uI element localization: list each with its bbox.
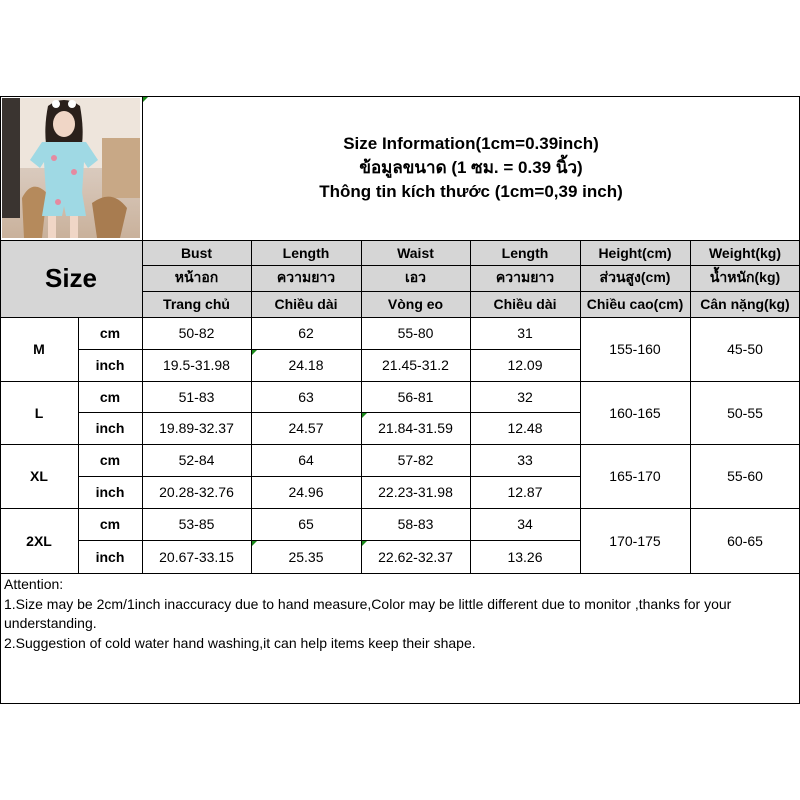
header-length2-en: Length <box>470 240 580 265</box>
corner-mark <box>362 541 367 546</box>
length2-cm: 34 <box>517 516 533 532</box>
length2-inch: 12.09 <box>507 357 543 373</box>
length-inch: 24.96 <box>288 484 324 500</box>
size-name: XL <box>30 468 48 484</box>
corner-mark <box>362 413 367 418</box>
weight-range: 45-50 <box>727 341 763 357</box>
bust-inch: 19.5-31.98 <box>163 357 230 373</box>
unit-cm: cm <box>99 516 121 532</box>
bust-cm: 51-83 <box>178 388 215 405</box>
corner-mark <box>143 97 148 102</box>
size-name: L <box>34 404 44 421</box>
unit-inch: inch <box>95 420 125 436</box>
info-thai: ข้อมูลขนาด (1 ซม. = 0.39 นิ้ว) <box>359 158 583 177</box>
product-photo <box>2 98 140 238</box>
length2-inch: 12.87 <box>507 484 543 500</box>
length-cm: 65 <box>298 516 314 532</box>
header-waist-vi: Vòng eo <box>361 291 470 317</box>
unit-cm: cm <box>99 325 121 341</box>
length2-cm: 31 <box>517 325 533 341</box>
size-information <box>142 96 800 240</box>
waist-cm: 57-82 <box>397 452 434 468</box>
waist-cm: 56-81 <box>397 388 434 405</box>
header-length2-th: ความยาว <box>470 265 580 291</box>
attention-note-1: 1.Size may be 2cm/1inch inaccuracy due to hand measure,Color may be little different due to monitor ,thanks for your understanding. <box>4 595 732 631</box>
bust-inch: 20.28-32.76 <box>159 484 234 500</box>
length2-cm: 33 <box>517 452 533 468</box>
header-weight-vi: Cân nặng(kg) <box>690 291 800 317</box>
info-english: Size Information(1cm=0.39inch) <box>343 134 599 153</box>
length2-inch: 12.48 <box>507 420 543 436</box>
waist-inch: 21.84-31.59 <box>378 420 453 436</box>
corner-mark <box>252 541 257 546</box>
unit-inch: inch <box>95 484 125 500</box>
length2-cm: 32 <box>517 388 533 405</box>
bust-inch: 20.67-33.15 <box>159 548 234 565</box>
header-waist-th: เอว <box>361 265 470 291</box>
attention-title: Attention: <box>4 576 64 592</box>
header-length-th: ความยาว <box>251 265 361 291</box>
bust-cm: 53-85 <box>178 516 215 532</box>
header-weight-th: น้ำหนัก(kg) <box>690 265 800 291</box>
length-inch: 25.35 <box>288 548 324 565</box>
height-range: 155-160 <box>609 341 661 357</box>
attention-note-2: 2.Suggestion of cold water hand washing,it can help items keep their shape. <box>4 634 476 651</box>
unit-inch: inch <box>95 357 125 373</box>
waist-inch: 22.23-31.98 <box>378 484 453 500</box>
length2-inch: 13.26 <box>507 548 543 565</box>
height-range: 160-165 <box>609 404 661 421</box>
header-length-en: Length <box>251 240 361 265</box>
header-length-vi: Chiều dài <box>251 291 361 317</box>
attention-notes <box>0 573 800 704</box>
size-header: Size <box>0 240 142 317</box>
header-height-en: Height(cm) <box>580 240 690 265</box>
height-range: 170-175 <box>609 532 661 549</box>
unit-inch: inch <box>95 548 125 565</box>
weight-range: 50-55 <box>727 404 763 421</box>
corner-mark <box>252 350 257 355</box>
length-cm: 62 <box>298 325 314 341</box>
header-bust-en: Bust <box>142 240 251 265</box>
length-inch: 24.57 <box>288 420 324 436</box>
weight-range: 55-60 <box>727 468 763 484</box>
weight-range: 60-65 <box>727 532 763 549</box>
header-height-th: ส่วนสูง(cm) <box>580 265 690 291</box>
waist-cm: 58-83 <box>397 516 434 532</box>
size-chart <box>0 96 800 704</box>
model-illustration <box>2 98 140 238</box>
waist-inch: 22.62-32.37 <box>378 548 453 565</box>
header-length2-vi: Chiều dài <box>470 291 580 317</box>
length-cm: 63 <box>298 388 314 405</box>
info-vietnamese: Thông tin kích thước (1cm=0,39 inch) <box>319 182 623 201</box>
header-height-vi: Chiều cao(cm) <box>580 291 690 317</box>
length-inch: 24.18 <box>288 357 324 373</box>
header-weight-en: Weight(kg) <box>690 240 800 265</box>
bust-inch: 19.89-32.37 <box>159 420 234 436</box>
size-name: M <box>33 341 45 357</box>
bust-cm: 52-84 <box>178 452 215 468</box>
height-range: 165-170 <box>609 468 661 484</box>
waist-cm: 55-80 <box>397 325 434 341</box>
unit-cm: cm <box>99 388 121 405</box>
header-waist-en: Waist <box>361 240 470 265</box>
waist-inch: 21.45-31.2 <box>382 357 449 373</box>
unit-cm: cm <box>99 452 121 468</box>
size-name: 2XL <box>26 532 52 549</box>
header-bust-vi: Trang chủ <box>142 291 251 317</box>
bust-cm: 50-82 <box>178 325 215 341</box>
length-cm: 64 <box>298 452 314 468</box>
header-bust-th: หน้าอก <box>142 265 251 291</box>
